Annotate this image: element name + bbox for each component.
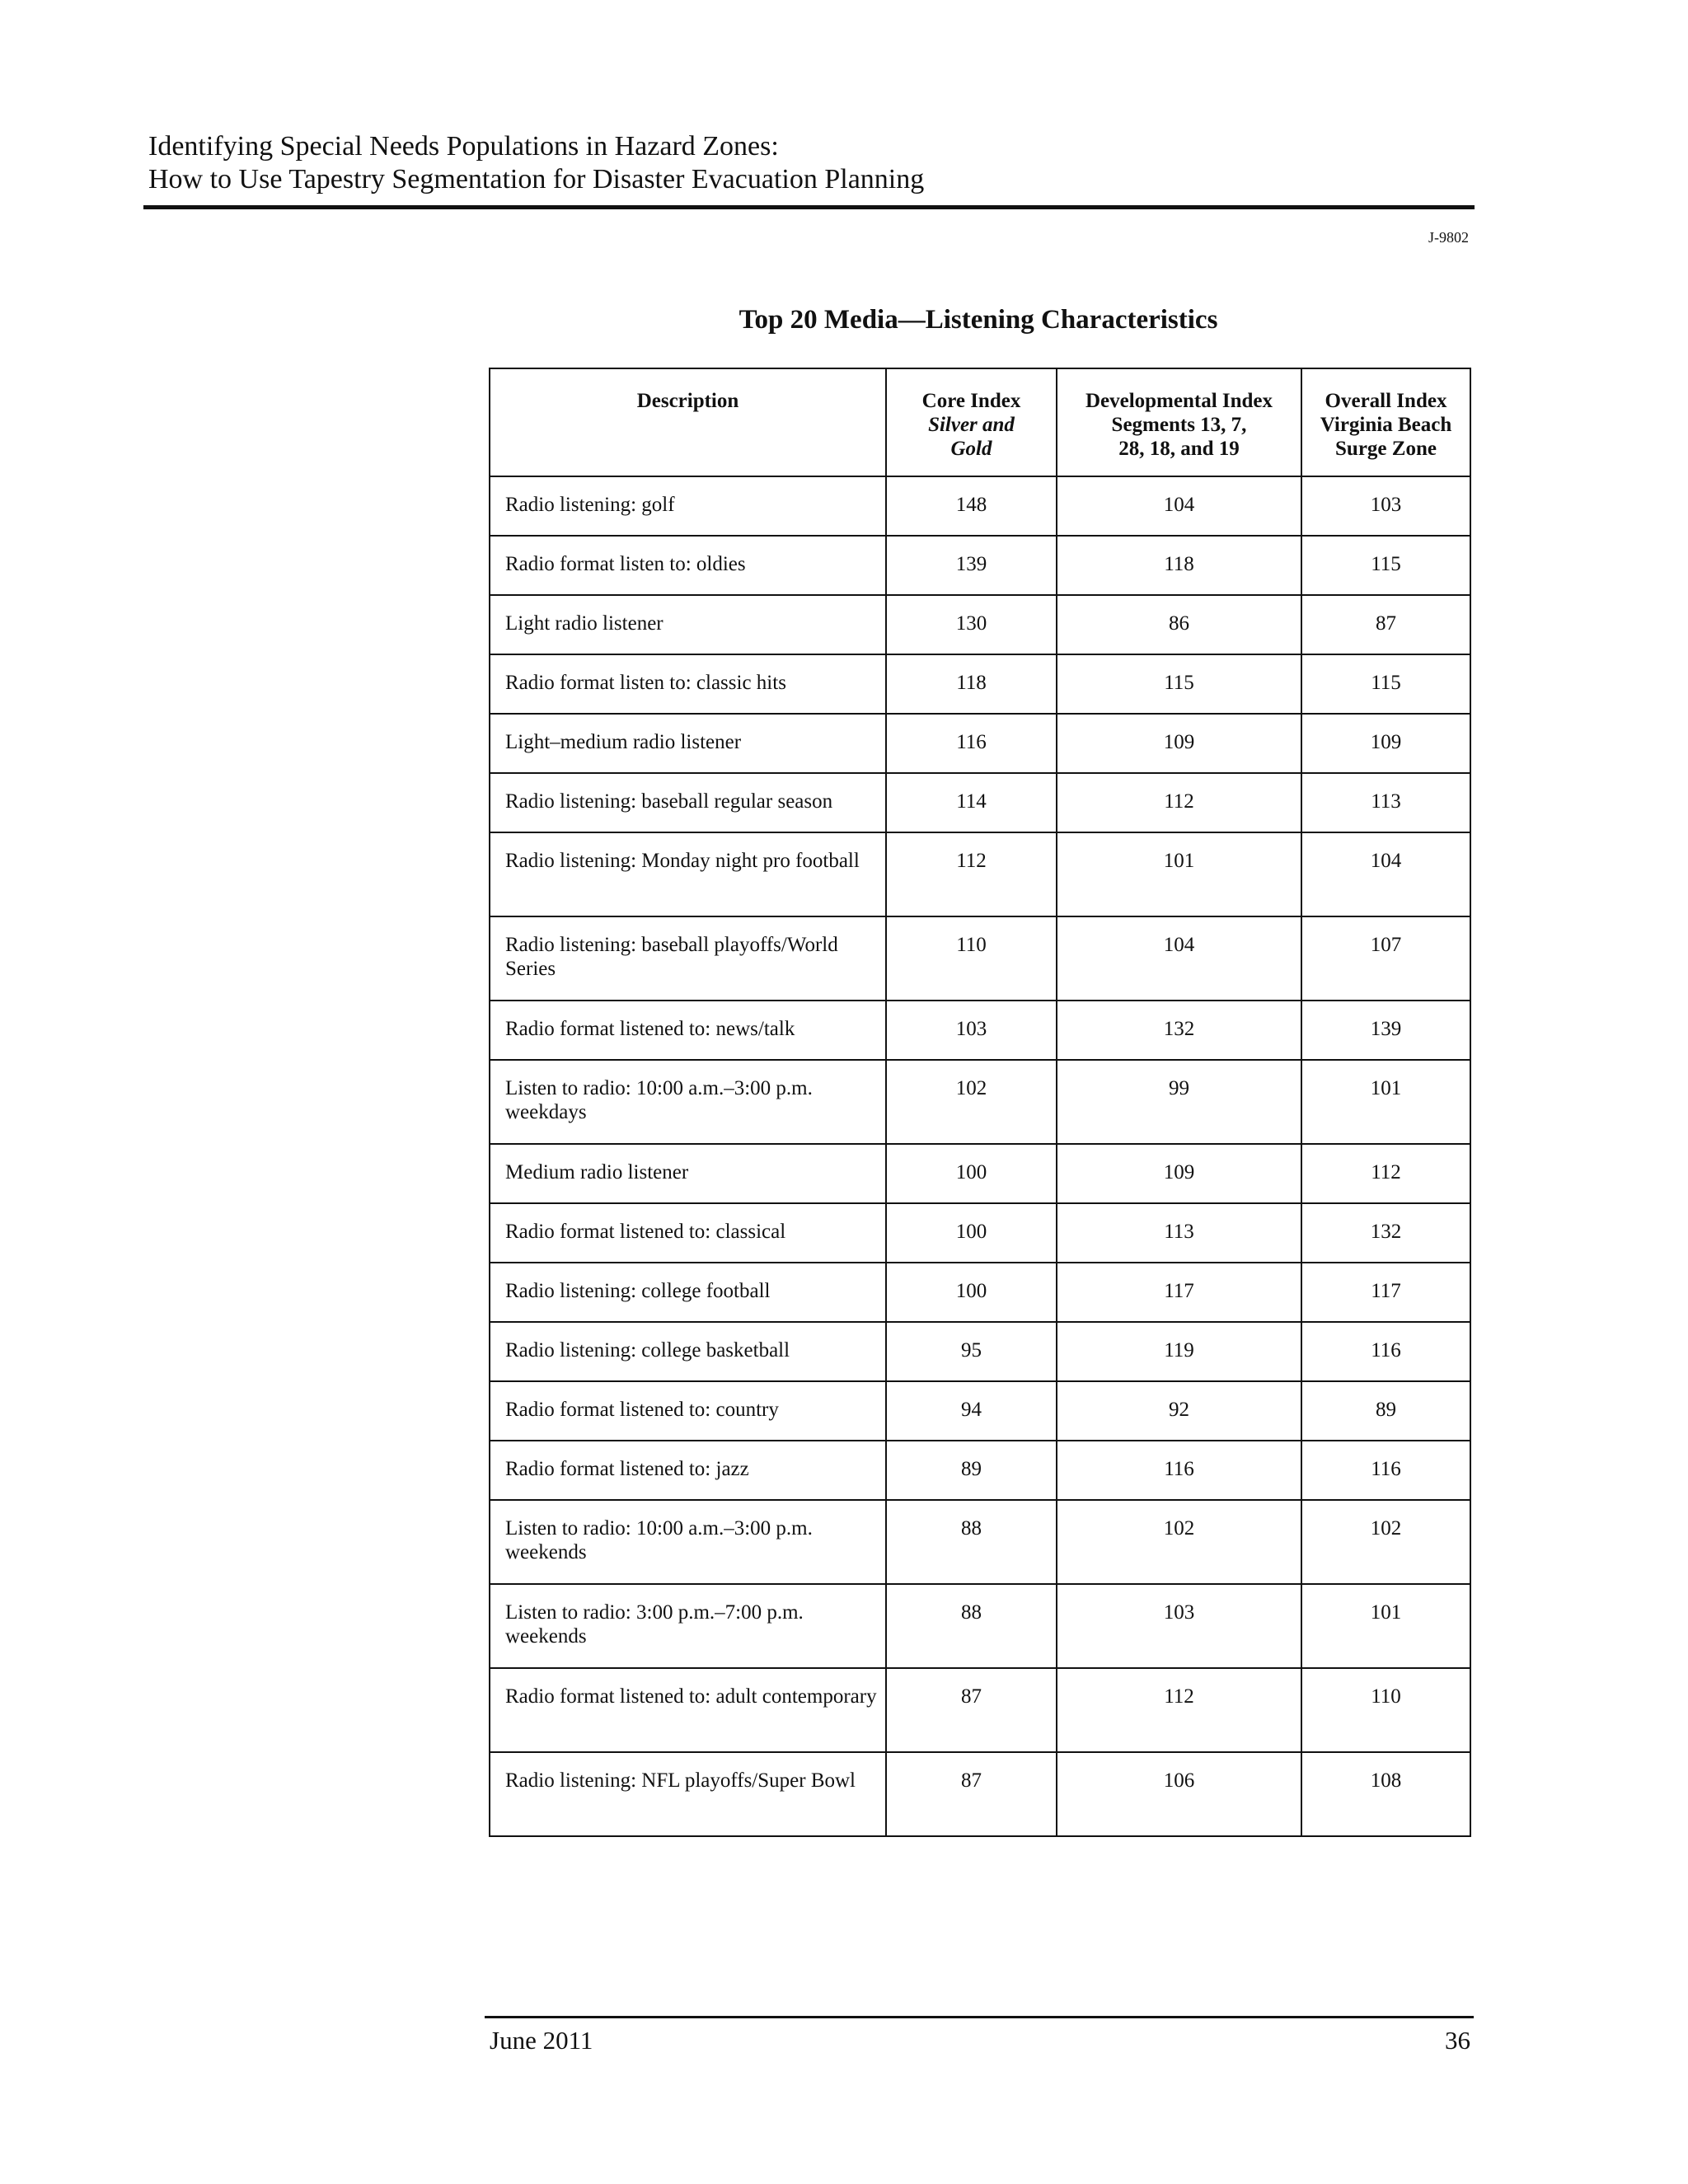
table-row — [490, 536, 1470, 595]
row-developmental-index: 103 — [1057, 1584, 1301, 1668]
row-description: Radio listening: Monday night pro football — [490, 832, 886, 916]
description-header-label: Description — [636, 390, 739, 412]
dev-header-line-2: Segments 13, 7, — [1111, 414, 1247, 436]
footer-rule — [485, 2016, 1474, 2018]
row-description: Light–medium radio listener — [490, 714, 886, 773]
row-overall-index: 103 — [1301, 476, 1470, 536]
table-row — [490, 1500, 1470, 1584]
row-developmental-index: 106 — [1057, 1752, 1301, 1836]
table-row — [490, 1001, 1470, 1060]
row-description: Radio format listened to: jazz — [490, 1441, 886, 1500]
row-description: Listen to radio: 10:00 a.m.–3:00 p.m. weekends — [490, 1500, 886, 1584]
row-overall-index: 101 — [1301, 1584, 1470, 1668]
table-row — [490, 1668, 1470, 1752]
row-overall-index: 113 — [1301, 773, 1470, 832]
row-description: Radio format listen to: oldies — [490, 536, 886, 595]
row-description: Radio listening: college football — [490, 1263, 886, 1322]
table-row — [490, 1584, 1470, 1668]
row-developmental-index: 99 — [1057, 1060, 1301, 1144]
row-description: Listen to radio: 10:00 a.m.–3:00 p.m. weekdays — [490, 1060, 886, 1144]
row-description: Light radio listener — [490, 595, 886, 654]
row-description: Radio listening: college basketball — [490, 1322, 886, 1381]
header-line-1: Identifying Special Needs Populations in Hazard Zones: — [148, 131, 779, 162]
core-header-line-1: Core Index — [921, 390, 1021, 412]
header-rule — [143, 205, 1475, 209]
row-overall-index: 104 — [1301, 832, 1470, 916]
row-overall-index: 108 — [1301, 1752, 1470, 1836]
table-row — [490, 832, 1470, 916]
row-description: Radio listening: baseball regular season — [490, 773, 886, 832]
table-row — [490, 1263, 1470, 1322]
row-overall-index: 102 — [1301, 1500, 1470, 1584]
row-description: Listen to radio: 3:00 p.m.–7:00 p.m. weekends — [490, 1584, 886, 1668]
table-row — [490, 1752, 1470, 1836]
table-row — [490, 1381, 1470, 1441]
row-description: Radio format listened to: classical — [490, 1203, 886, 1263]
row-overall-index: 107 — [1301, 916, 1470, 1001]
document-code: J-9802 — [1428, 229, 1469, 246]
row-core-index: 100 — [886, 1263, 1057, 1322]
row-description: Radio format listened to: country — [490, 1381, 886, 1441]
row-developmental-index: 104 — [1057, 916, 1301, 1001]
footer-date: June 2011 — [490, 2026, 593, 2055]
row-core-index: 102 — [886, 1060, 1057, 1144]
row-description: Radio listening: baseball playoffs/World Series — [490, 916, 886, 1001]
row-overall-index: 109 — [1301, 714, 1470, 773]
table-row — [490, 654, 1470, 714]
row-overall-index: 115 — [1301, 536, 1470, 595]
table-row — [490, 1322, 1470, 1381]
table-row — [490, 595, 1470, 654]
row-description: Medium radio listener — [490, 1144, 886, 1203]
row-developmental-index: 118 — [1057, 536, 1301, 595]
row-developmental-index: 115 — [1057, 654, 1301, 714]
core-header-line-3: Gold — [950, 438, 992, 460]
row-core-index: 110 — [886, 916, 1057, 1001]
table-title: Top 20 Media—Listening Characteristics — [738, 305, 1218, 335]
table-row — [490, 1441, 1470, 1500]
row-overall-index: 110 — [1301, 1668, 1470, 1752]
row-description: Radio format listened to: news/talk — [490, 1001, 886, 1060]
row-core-index: 100 — [886, 1203, 1057, 1263]
row-overall-index: 116 — [1301, 1441, 1470, 1500]
table-row — [490, 714, 1470, 773]
row-overall-index: 101 — [1301, 1060, 1470, 1144]
row-description: Radio listening: golf — [490, 476, 886, 536]
row-description: Radio format listened to: adult contemporary — [490, 1668, 886, 1752]
column-header-description — [490, 368, 886, 476]
row-core-index: 100 — [886, 1144, 1057, 1203]
row-core-index: 118 — [886, 654, 1057, 714]
row-core-index: 89 — [886, 1441, 1057, 1500]
column-header-overall-index — [1301, 368, 1470, 476]
row-overall-index: 116 — [1301, 1322, 1470, 1381]
column-header-developmental-index — [1057, 368, 1301, 476]
overall-header-line-3: Surge Zone — [1335, 438, 1437, 460]
row-core-index: 103 — [886, 1001, 1057, 1060]
row-developmental-index: 86 — [1057, 595, 1301, 654]
row-developmental-index: 132 — [1057, 1001, 1301, 1060]
dev-header-line-3: 28, 18, and 19 — [1118, 438, 1240, 460]
table-header-row — [490, 368, 1470, 476]
row-core-index: 148 — [886, 476, 1057, 536]
row-developmental-index: 117 — [1057, 1263, 1301, 1322]
row-developmental-index: 101 — [1057, 832, 1301, 916]
row-core-index: 87 — [886, 1752, 1057, 1836]
table-row — [490, 916, 1470, 1001]
row-core-index: 130 — [886, 595, 1057, 654]
running-header — [148, 130, 924, 196]
row-core-index: 95 — [886, 1322, 1057, 1381]
row-developmental-index: 104 — [1057, 476, 1301, 536]
row-developmental-index: 112 — [1057, 773, 1301, 832]
core-header-line-2: Silver and — [928, 414, 1015, 436]
row-core-index: 116 — [886, 714, 1057, 773]
row-core-index: 139 — [886, 536, 1057, 595]
dev-header-line-1: Developmental Index — [1085, 390, 1273, 412]
row-core-index: 114 — [886, 773, 1057, 832]
overall-header-line-1: Overall Index — [1325, 390, 1447, 412]
row-overall-index: 89 — [1301, 1381, 1470, 1441]
row-core-index: 88 — [886, 1500, 1057, 1584]
row-core-index: 112 — [886, 832, 1057, 916]
row-developmental-index: 92 — [1057, 1381, 1301, 1441]
row-developmental-index: 112 — [1057, 1668, 1301, 1752]
row-core-index: 88 — [886, 1584, 1057, 1668]
media-listening-table — [489, 368, 1471, 1837]
overall-header-line-2: Virginia Beach — [1320, 414, 1452, 436]
page-number: 36 — [1445, 2026, 1470, 2055]
row-description: Radio format listen to: classic hits — [490, 654, 886, 714]
row-developmental-index: 109 — [1057, 1144, 1301, 1203]
row-developmental-index: 116 — [1057, 1441, 1301, 1500]
row-overall-index: 87 — [1301, 595, 1470, 654]
row-overall-index: 117 — [1301, 1263, 1470, 1322]
row-developmental-index: 102 — [1057, 1500, 1301, 1584]
row-developmental-index: 113 — [1057, 1203, 1301, 1263]
table-row — [490, 1203, 1470, 1263]
row-overall-index: 115 — [1301, 654, 1470, 714]
row-overall-index: 139 — [1301, 1001, 1470, 1060]
row-overall-index: 132 — [1301, 1203, 1470, 1263]
header-line-2: How to Use Tapestry Segmentation for Disaster Evacuation Planning — [148, 164, 925, 194]
row-developmental-index: 109 — [1057, 714, 1301, 773]
table-row — [490, 476, 1470, 536]
row-core-index: 87 — [886, 1668, 1057, 1752]
row-developmental-index: 119 — [1057, 1322, 1301, 1381]
table-row — [490, 1060, 1470, 1144]
column-header-core-index — [886, 368, 1057, 476]
table-row — [490, 1144, 1470, 1203]
row-core-index: 94 — [886, 1381, 1057, 1441]
table-row — [490, 773, 1470, 832]
row-description: Radio listening: NFL playoffs/Super Bowl — [490, 1752, 886, 1836]
row-overall-index: 112 — [1301, 1144, 1470, 1203]
